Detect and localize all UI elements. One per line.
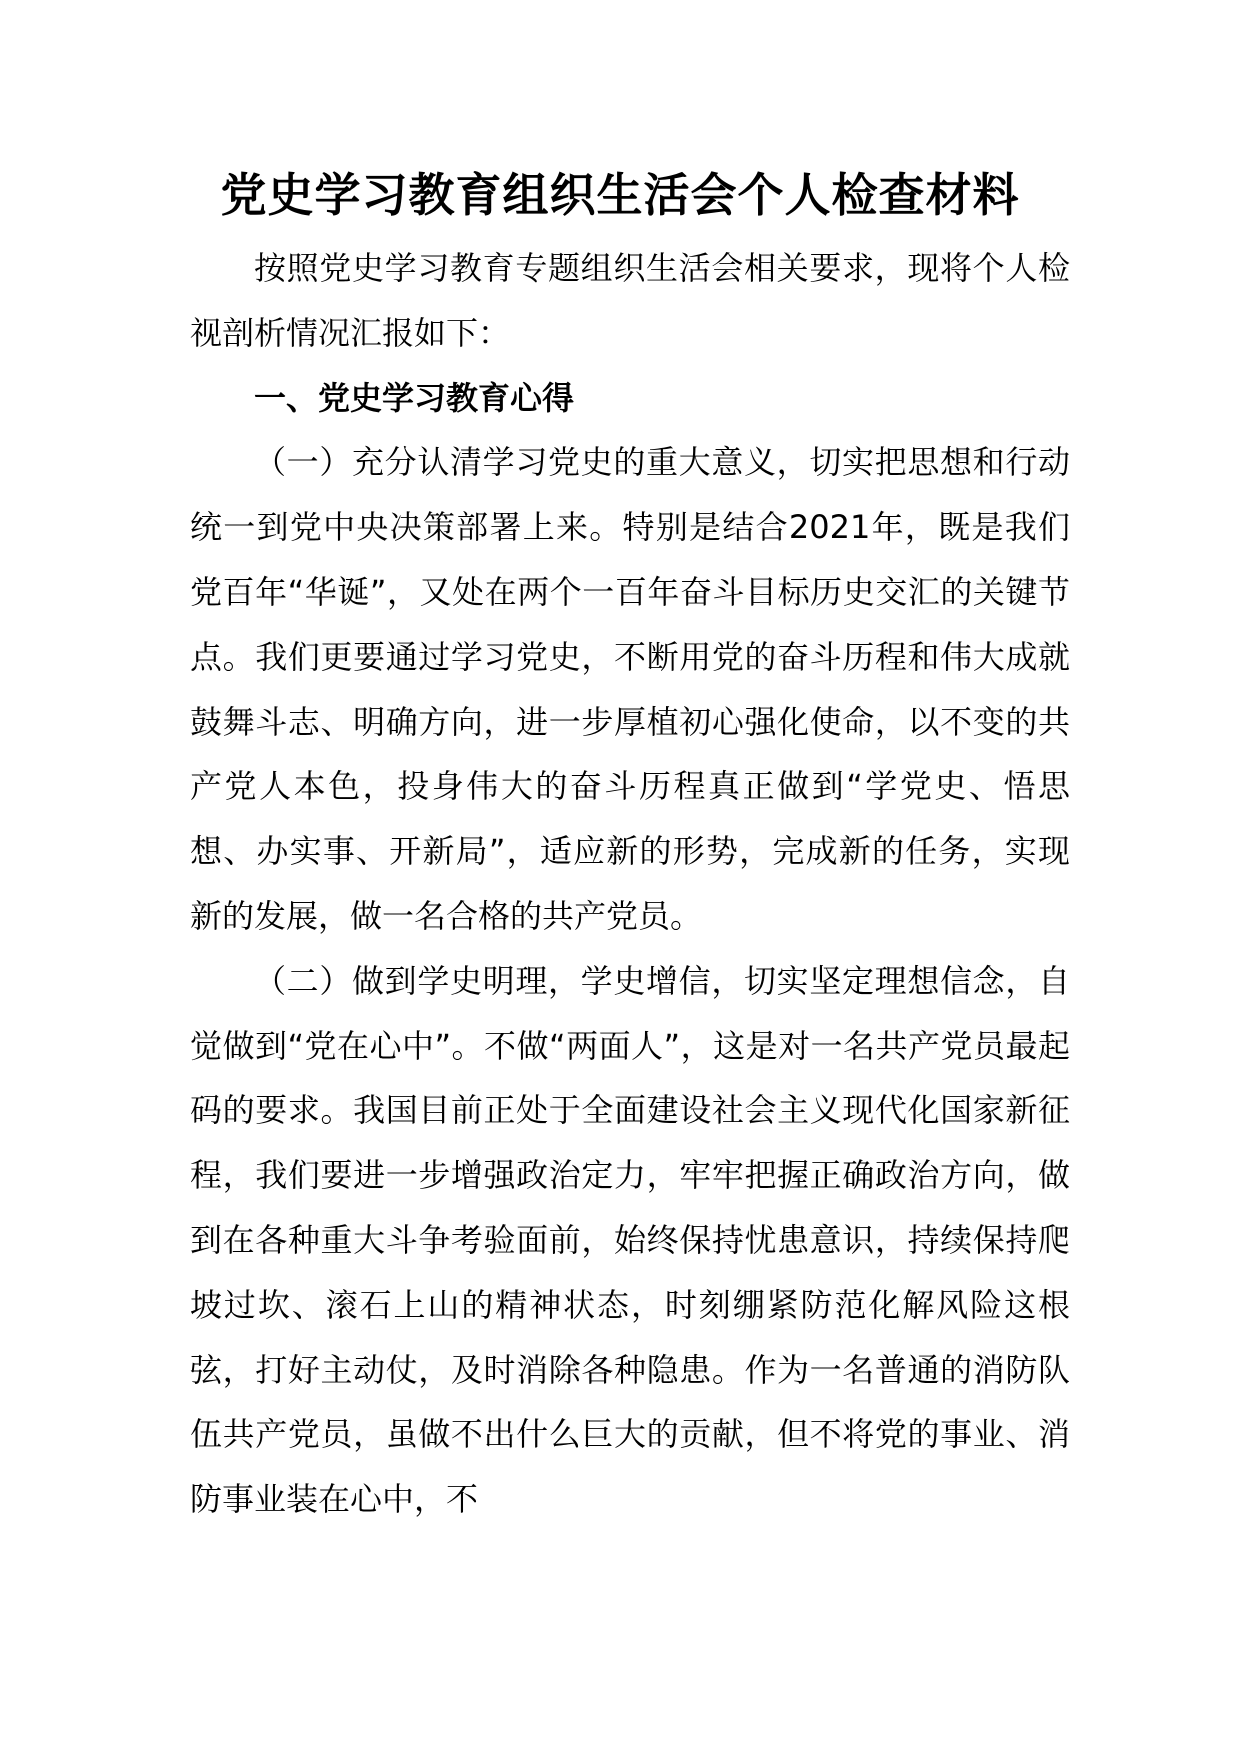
- document-title: 党史学习教育组织生活会个人检查材料: [220, 168, 1020, 222]
- document-body: [190, 236, 1070, 1532]
- section-heading: 一、党史学习教育心得: [254, 378, 575, 417]
- paragraph-2: （二）做到学史明理，学史增信，切实坚定理想信念，自觉做到“党在心中”。不做“两面人”，这是对一名共产党员最起码的要求。我国目前正处于全面建设社会主义现代化国家新征程，我们要进一步增强政治定力，牢牢把握正确政治方向，做到在各种重大斗争考验面前，始终保持忧患意识，持续保持爬坡过坎、滚石上山的精神状态，时刻绷紧防范化解风险这根弦，打好主动仗，及时消除各种隐患。作为一名普通的消防队伍共产党员，虽做不出什么巨大的贡献，但不将党的事业、消防事业装在心中，不: [190, 961, 1070, 1519]
- paragraph-1: （一）充分认清学习党史的重大意义，切实把思想和行动统一到党中央决策部署上来。特别是结合2021年，既是我们党百年“华诞”，又处在两个一百年奋斗目标历史交汇的关键节点。我们更要通过学习党史，不断用党的奋斗历程和伟大成就鼓舞斗志、明确方向，进一步厚植初心强化使命，以不变的共产党人本色，投身伟大的奋斗历程真正做到“学党史、悟思想、办实事、开新局”，适应新的形势，完成新的任务，实现新的发展，做一名合格的共产党员。: [190, 443, 1070, 935]
- intro-paragraph: 按照党史学习教育专题组织生活会相关要求，现将个人检视剖析情况汇报如下：: [190, 249, 1070, 352]
